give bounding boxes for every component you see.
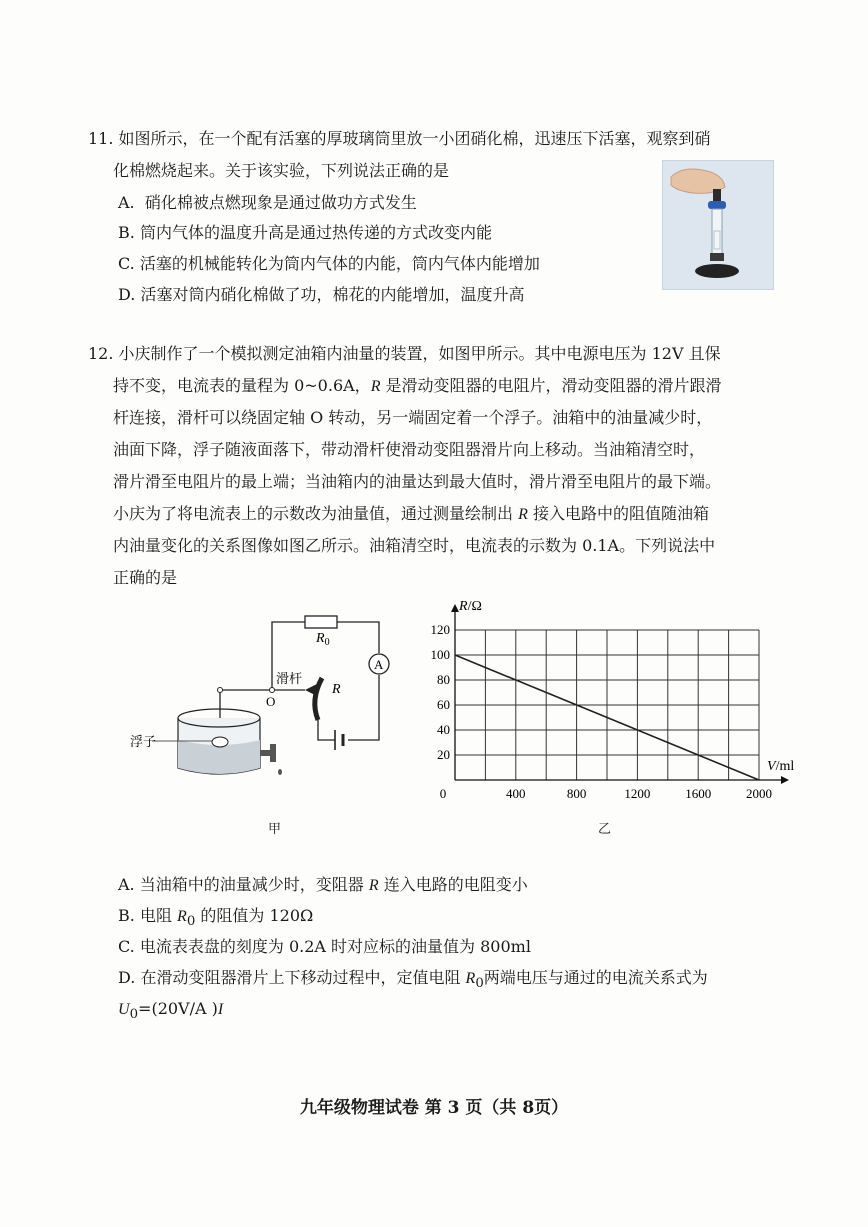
q12-line4: 油面下降，浮子随液面落下，带动滑杆使滑动变阻器滑片向上移动。当油箱清空时，: [113, 440, 706, 459]
option-text-a: 当油箱中的油量减少时，变阻器: [139, 875, 369, 894]
q11-stem-line1: 11. 如图所示，在一个配有活塞的厚玻璃筒里放一小团硝化棉，迅速压下活塞，观察到硝: [88, 129, 711, 148]
option-text: 电流表表盘的刻度为 0.2A 时对应标的油量值为 800ml: [139, 937, 531, 956]
piston-photo-illustration: [663, 161, 773, 289]
y-tick-label: 40: [437, 722, 450, 737]
resistor-r0: [305, 616, 337, 628]
y-axis-arrow: [451, 604, 459, 612]
q12-line6-part-a: 小庆为了将电流表上的示数改为油量值，通过测量绘制出: [113, 504, 519, 523]
y-axis-label: R/Ω: [459, 599, 482, 614]
page-footer: 九年级物理试卷 第 3 页（共 8页）: [299, 1098, 569, 1118]
q12-line6: [113, 503, 709, 526]
q11-option-b: [118, 222, 492, 244]
float: [212, 737, 228, 747]
option-key: A.: [118, 193, 135, 212]
x-axis-label: V/ml: [767, 759, 795, 774]
formula-body: =(20V/A ): [138, 999, 218, 1018]
q11-option-c: [118, 253, 540, 275]
option-text: 硝化棉被点燃现象是通过做功方式发生: [144, 193, 417, 212]
q11-stem-line2: 化棉燃烧起来。关于该实验，下列说法正确的是: [113, 161, 450, 180]
figure-yi-caption: 乙: [598, 822, 612, 837]
voltage-u-symbol: U: [118, 1001, 130, 1018]
q12-line7: 内油量变化的关系图像如图乙所示。油箱清空时，电流表的示数为 0.1A。下列说法中: [113, 536, 716, 555]
figure-jia-caption: 甲: [268, 822, 282, 837]
pivot-o-label: O: [266, 694, 276, 709]
float-label: 浮子: [130, 734, 157, 749]
subscript: 0: [186, 914, 196, 930]
option-key: D.: [118, 285, 136, 304]
option-key: D.: [118, 968, 136, 987]
q12-option-d-formula: [118, 998, 223, 1026]
x-tick-label: 1600: [685, 786, 712, 798]
piston-experiment-photo: [662, 160, 774, 290]
y-tick-label: 100: [430, 647, 450, 662]
q12-option-b: [118, 905, 313, 933]
rod-joint: [218, 688, 223, 693]
option-key: C.: [118, 254, 135, 273]
x-axis-arrow: [781, 776, 789, 784]
q12-line3: 杆连接，滑杆可以绕固定轴 O 转动，另一端固定着一个浮子。油箱中的油量减少时，: [113, 408, 713, 427]
q12-line2: [113, 375, 722, 398]
y-tick-label: 20: [437, 747, 450, 762]
q12-line1: 12. 小庆制作了一个模拟测定油箱内油量的装置，如图甲所示。其中电源电压为 12V 且保: [88, 344, 721, 363]
resistor-r-symbol: R: [370, 378, 381, 395]
pivot-o: [270, 688, 275, 693]
x-tick-label: 800: [566, 786, 587, 798]
option-text: 活塞对筒内硝化棉做了功，棉花的内能增加，温度升高: [140, 285, 525, 304]
q12-line5: 滑片滑至电阻片的最上端；当油箱内的油量达到最大值时，滑片滑至电阻片的最下端。: [113, 472, 722, 491]
option-text: 筒内气体的温度升高是通过热传递的方式改变内能: [139, 223, 492, 242]
x-tick-label: 2000: [746, 786, 772, 798]
q12-line6-part-b: 接入电路中的阻值随油箱: [527, 504, 709, 523]
rod-label: 滑杆: [276, 671, 303, 686]
q12-line2-part-b: 是滑动变阻器的电阻片，滑动变阻器的滑片跟滑: [380, 376, 722, 395]
q12-line8: 正确的是: [113, 568, 178, 587]
q12-option-a: [118, 874, 528, 897]
q11-option-d: [118, 284, 524, 306]
y-tick-label: 60: [437, 697, 450, 712]
x-tick-label: 1200: [624, 786, 651, 798]
option-text-a: 在滑动变阻器滑片上下移动过程中，定值电阻: [140, 968, 466, 987]
option-key: B.: [118, 906, 135, 925]
option-text-b: 两端电压与通过的电流关系式为: [483, 968, 708, 987]
resistor-r-symbol: R: [518, 506, 528, 523]
rheostat-r-label: R: [332, 682, 341, 697]
r0-label: $R_0$: [316, 631, 330, 648]
q12-option-c: [118, 936, 531, 958]
q11-option-a: [118, 192, 417, 214]
y-tick-label: 80: [437, 672, 450, 687]
subscript: 0: [129, 1007, 139, 1023]
circuit-diagram: [130, 600, 400, 790]
option-text: 活塞的机械能转化为筒内气体的内能，筒内气体内能增加: [139, 254, 540, 273]
ammeter-label: A: [374, 657, 384, 672]
y-tick-label: 120: [430, 622, 450, 637]
subscript: 0: [475, 976, 484, 992]
option-key: A.: [118, 875, 135, 894]
tap-icon: [260, 750, 276, 762]
resistor-r0-symbol: R: [177, 908, 187, 925]
rheostat-r: [315, 678, 322, 720]
resistor-r0-symbol: R: [465, 970, 476, 987]
option-text-b: 连入电路的电阻变小: [378, 875, 528, 894]
origin-label: 0: [439, 786, 447, 798]
q12-line2-part-a: 持不变，电流表的量程为 0~0.6A，: [113, 376, 371, 395]
slider-arrow: [305, 684, 317, 696]
resistance-volume-chart: [420, 598, 805, 798]
q12-option-d: [118, 967, 708, 995]
resistor-r-symbol: R: [368, 877, 379, 894]
option-key: B.: [118, 223, 135, 242]
option-text-b: 的阻值为 120Ω: [195, 906, 314, 925]
x-tick-label: 400: [506, 786, 526, 798]
current-i-symbol: I: [217, 1001, 224, 1018]
option-key: C.: [118, 937, 135, 956]
option-text-a: 电阻: [139, 906, 178, 925]
